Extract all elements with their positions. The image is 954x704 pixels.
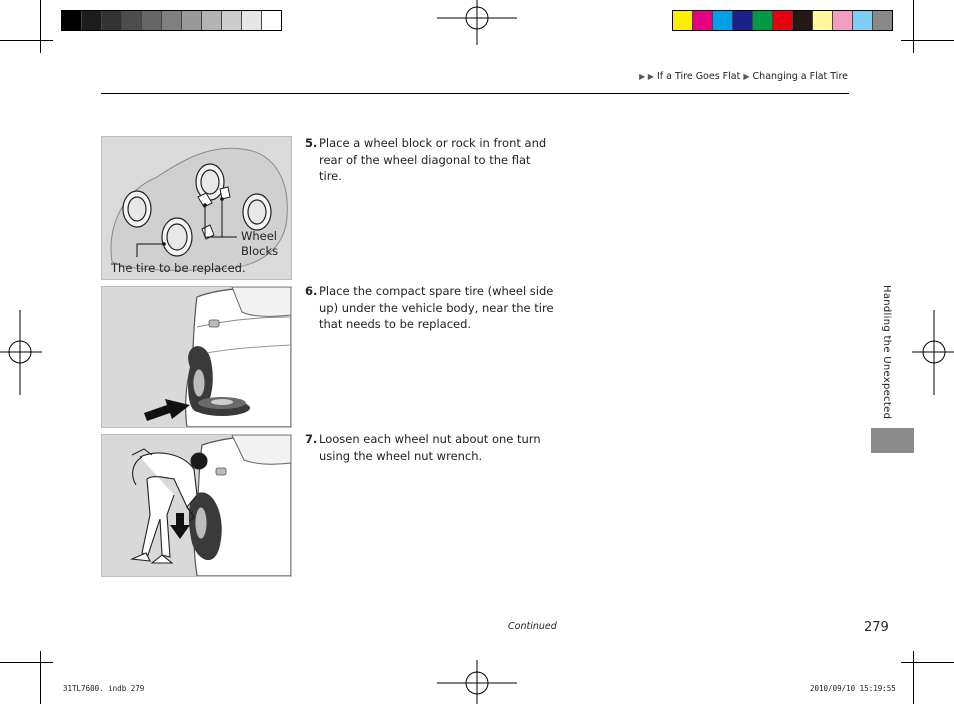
step-text-line: up) under the vehicle body, near the tire (319, 300, 554, 315)
step-text-line: Loosen each wheel nut about one turn (319, 432, 541, 446)
step-text-line: Place the compact spare tire (wheel side (319, 284, 554, 298)
crop-mark (40, 651, 41, 704)
header-rule (101, 93, 849, 94)
step-text-line: Place a wheel block or rock in front and (319, 136, 547, 150)
continued-label: Continued (508, 621, 557, 632)
registration-target (0, 310, 42, 395)
step-text-line: that needs to be replaced. (319, 317, 472, 331)
callout-tire-to-replace: The tire to be replaced. (111, 261, 246, 275)
callout-wheel-blocks (241, 229, 278, 259)
color-swatch (793, 11, 813, 30)
color-swatch (162, 11, 182, 30)
color-swatch (853, 11, 873, 30)
grayscale-color-bar (61, 10, 282, 31)
color-swatch (773, 11, 793, 30)
color-swatch (142, 11, 162, 30)
step-text-line: using the wheel nut wrench. (319, 448, 483, 463)
arrow-right-icon: ▶ (743, 72, 750, 81)
footer-file-info: 31TL7600. indb 279 (63, 684, 145, 693)
breadcrumb-topic[interactable]: Changing a Flat Tire (752, 71, 848, 82)
step-number: 5. (305, 136, 318, 150)
arrow-right-icon: ▶ ▶ (639, 72, 654, 81)
crop-mark (0, 662, 53, 663)
color-swatch (82, 11, 102, 30)
color-swatch (833, 11, 853, 30)
color-swatch (733, 11, 753, 30)
crop-mark (901, 40, 954, 41)
crop-mark (901, 662, 954, 663)
color-swatch (693, 11, 713, 30)
step-5 (305, 135, 555, 185)
step-text-line: rear of the wheel diagonal to the flat tire. (319, 152, 531, 183)
section-side-tab[interactable] (871, 428, 914, 453)
color-swatch (873, 11, 892, 30)
color-swatch (713, 11, 733, 30)
color-swatch (122, 11, 142, 30)
step-number: 7. (305, 432, 318, 446)
color-swatch (262, 11, 281, 30)
callout-wheel-blocks-line1: Wheel (241, 229, 278, 243)
step-7 (305, 431, 555, 464)
callout-wheel-blocks-line2: Blocks (241, 244, 279, 258)
figure-wheel-blocks (101, 136, 292, 280)
color-swatch (102, 11, 122, 30)
crop-mark (0, 40, 53, 41)
process-color-bar (672, 10, 893, 31)
breadcrumb (639, 71, 848, 82)
step-6 (305, 283, 555, 333)
color-swatch (673, 11, 693, 30)
footer-timestamp: 2010/09/10 15:19:55 (810, 684, 896, 693)
color-swatch (242, 11, 262, 30)
figure-spare-tire-placement (101, 286, 292, 428)
crop-mark (913, 0, 914, 53)
color-swatch (182, 11, 202, 30)
color-swatch (202, 11, 222, 30)
registration-target (437, 660, 517, 704)
step-number: 6. (305, 284, 318, 298)
wheel-nut-wrench-illustration (102, 435, 291, 576)
color-swatch (753, 11, 773, 30)
figure-loosen-wheel-nuts (101, 434, 292, 577)
crop-mark (913, 651, 914, 704)
color-swatch (62, 11, 82, 30)
breadcrumb-section[interactable]: If a Tire Goes Flat (656, 71, 741, 82)
registration-target (437, 0, 517, 45)
crop-mark (40, 0, 41, 53)
registration-target (912, 310, 954, 395)
section-side-label[interactable]: Handling the Unexpected (881, 285, 892, 420)
color-swatch (222, 11, 242, 30)
spare-tire-illustration (102, 287, 291, 427)
color-swatch (813, 11, 833, 30)
page-number: 279 (864, 620, 889, 635)
